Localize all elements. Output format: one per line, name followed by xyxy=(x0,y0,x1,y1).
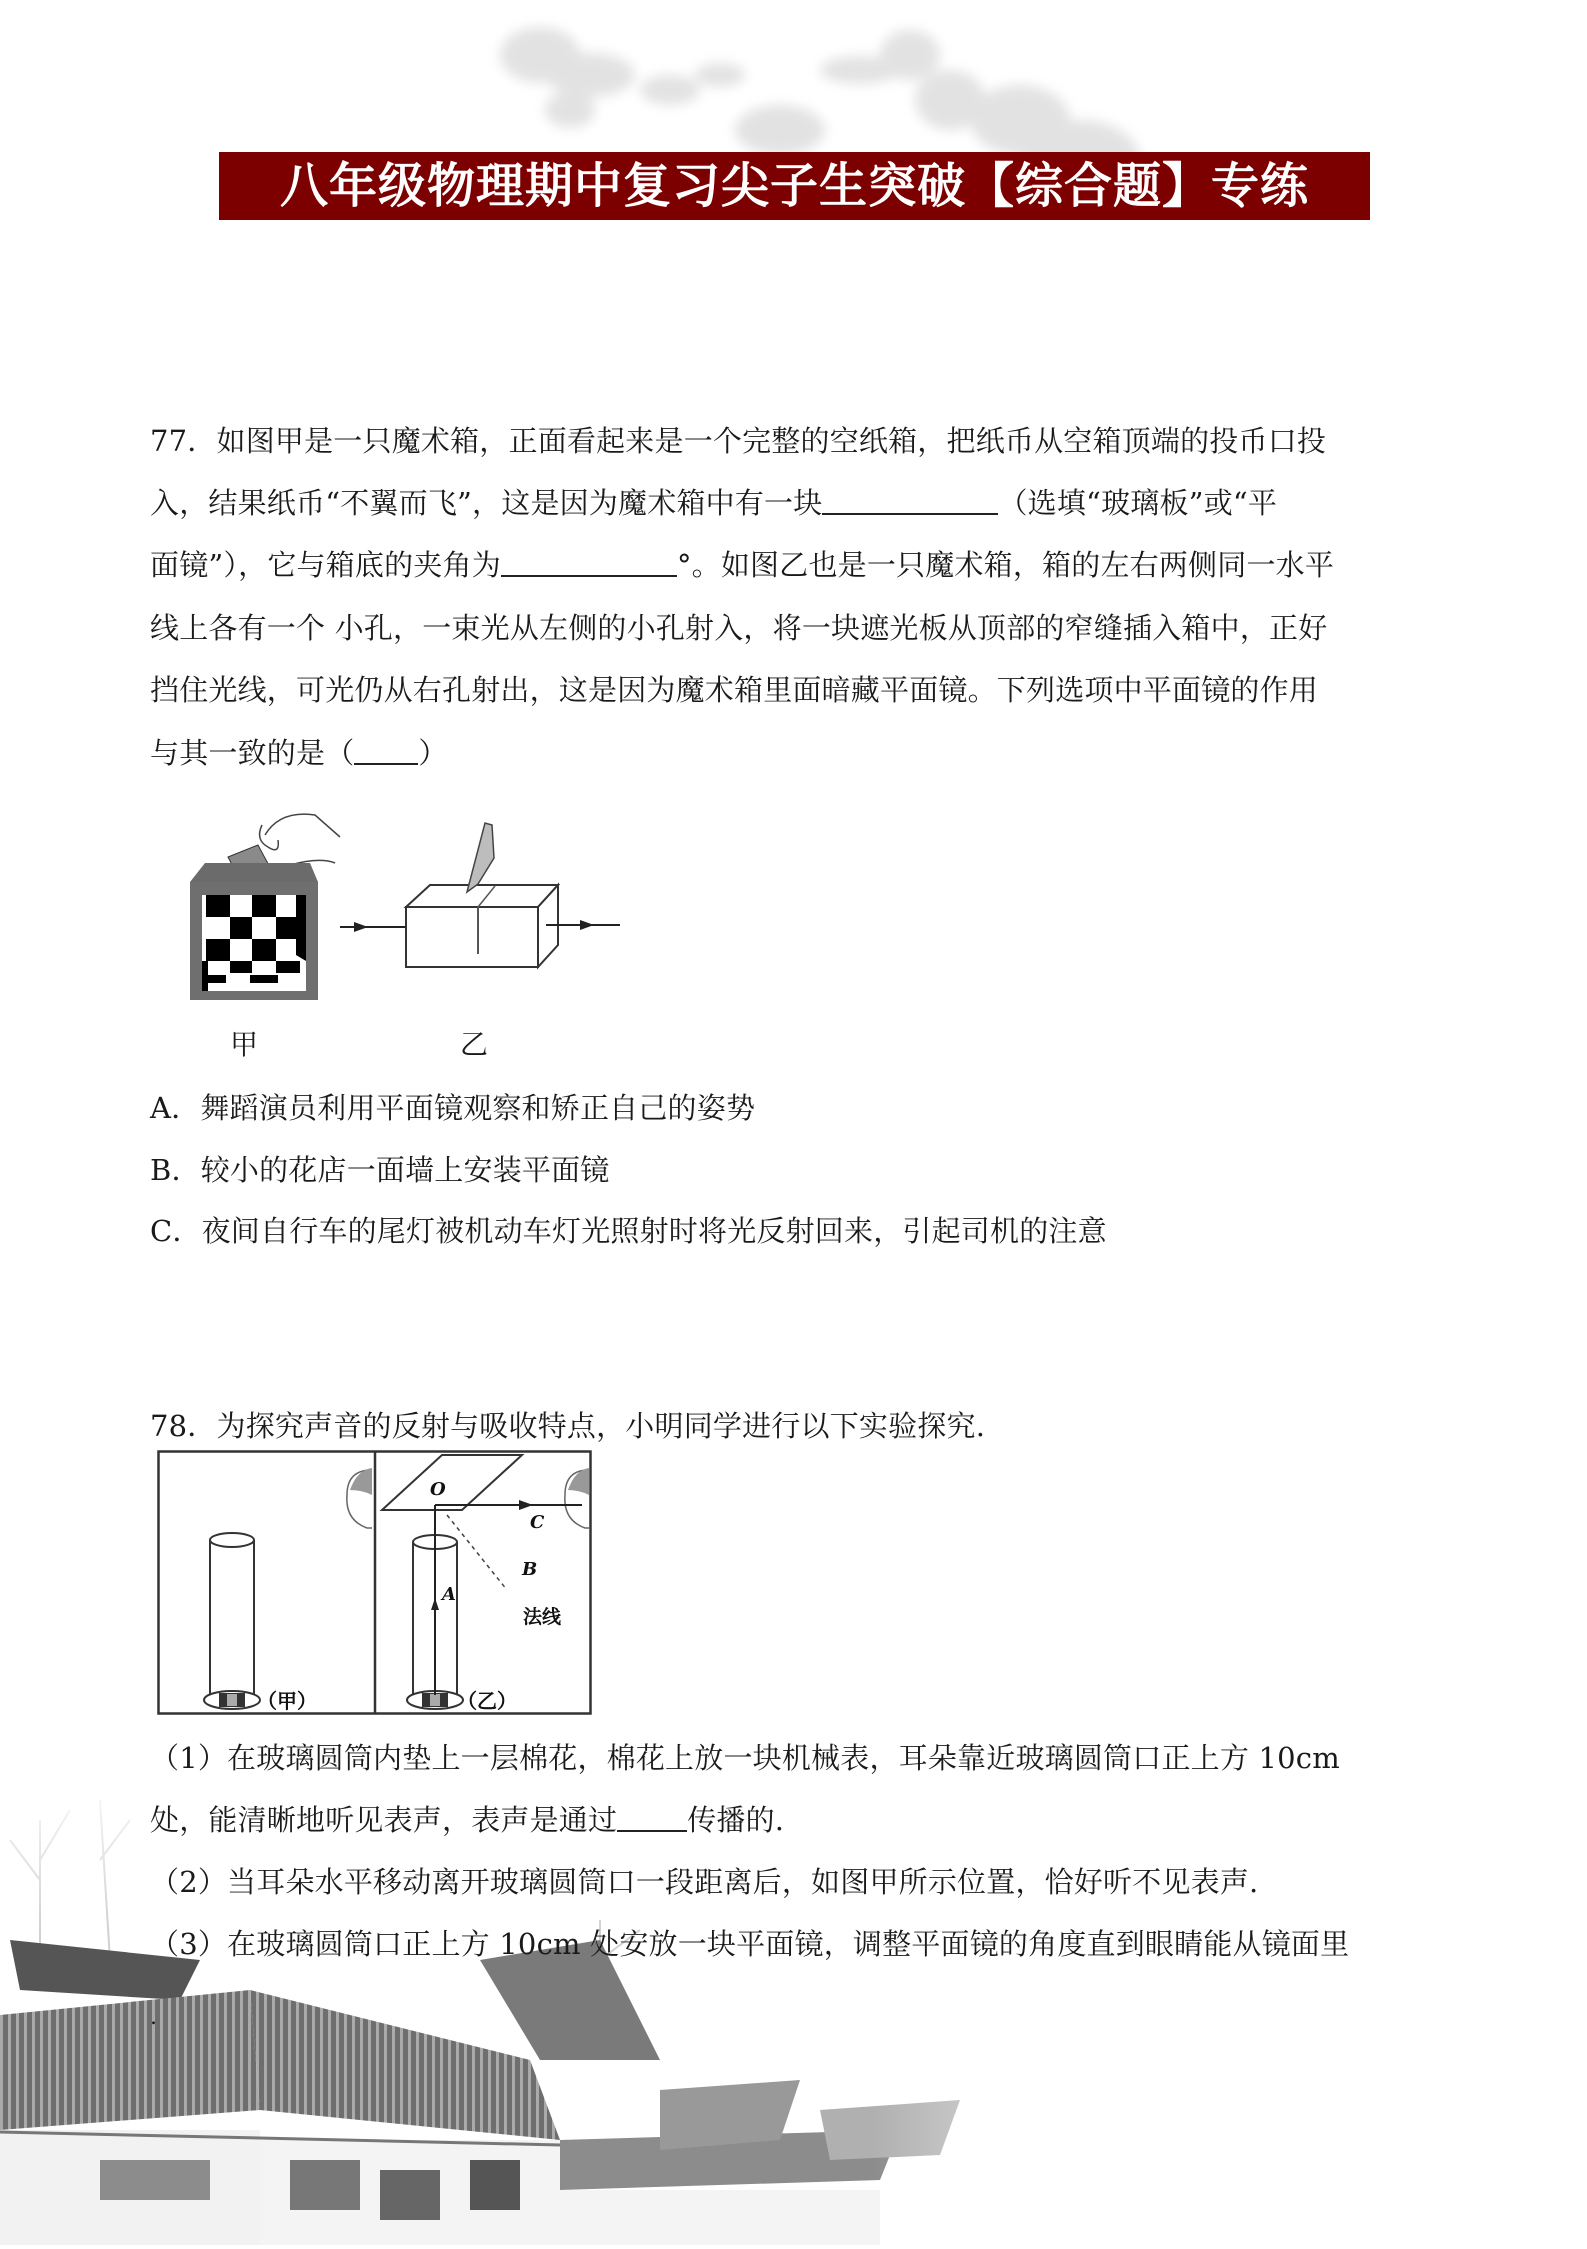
q78-intro: 78．为探究声音的反射与吸收特点，小明同学进行以下实验探究. xyxy=(150,1409,986,1443)
q77-line-5: 挡住光线，可光仍从右孔射出，这是因为魔术箱里面暗藏平面镜。下列选项中平面镜的作用 xyxy=(150,673,1319,707)
shield-plate xyxy=(467,823,494,892)
question-78 xyxy=(150,1390,1440,2090)
option-c[interactable]: C．夜间自行车的尾灯被机动车灯光照射时将光反射回来，引起司机的注意 xyxy=(150,1214,1107,1248)
question-77 xyxy=(150,400,1440,1340)
normal-label: 法线 xyxy=(523,1606,562,1628)
page-title-banner xyxy=(219,152,1370,220)
magic-box-yi xyxy=(406,885,558,967)
answer-blank-angle[interactable] xyxy=(501,549,677,577)
q78-part-1-line-2: 处，能清晰地听见表声，表声是通过 传播的. xyxy=(150,1803,785,1837)
q77-line-4: 线上各有一个 小孔，一束光从左侧的小孔射入，将一块遮光板从顶部的窄缝插入箱中，正好 xyxy=(150,611,1328,645)
figure-label-yi-78: （乙） xyxy=(457,1689,517,1713)
figure-label-jia-78: （甲） xyxy=(257,1689,317,1713)
q77-line-3: 面镜”），它与箱底的夹角为 °。如图乙也是一只魔术箱，箱的左右两侧同一水平 xyxy=(150,548,1335,582)
q77-line-2: 入，结果纸币“不翼而飞”，这是因为魔术箱中有一块 （选填“玻璃板”或“平 xyxy=(150,486,1278,520)
point-a-label: A xyxy=(442,1584,456,1605)
answer-blank-choice[interactable] xyxy=(354,737,418,765)
option-a[interactable]: A．舞蹈演员利用平面镜观察和矫正自己的姿势 xyxy=(150,1091,756,1125)
page-title: 八年级物理期中复习尖子生突破【综合题】专练 xyxy=(279,158,1309,214)
q78-part-3: （3）在玻璃圆筒口正上方 10cm 处安放一块平面镜，调整平面镜的角度直到眼睛能从镜面里 xyxy=(150,1927,1350,1961)
figure-label-jia: 甲 xyxy=(230,1028,259,1061)
q78-part-2: （2）当耳朵水平移动离开玻璃圆筒口一段距离后，如图甲所示位置，恰好听不见表声. xyxy=(150,1865,1259,1899)
q78-trailing-period: . xyxy=(150,2005,158,2030)
answer-blank-material[interactable] xyxy=(822,487,998,515)
answer-blank-medium[interactable] xyxy=(617,1804,687,1832)
option-b[interactable]: B．较小的花店一面墙上安装平面镜 xyxy=(150,1153,610,1187)
q78-part-1-line-1: （1）在玻璃圆筒内垫上一层棉花，棉花上放一块机械表，耳朵靠近玻璃圆筒口正上方 10cm xyxy=(150,1741,1340,1775)
sound-reflection-figure xyxy=(157,1450,597,1722)
hand-icon xyxy=(260,814,340,865)
figure-label-yi: 乙 xyxy=(460,1028,489,1061)
q77-line-6: 与其一致的是（ ） xyxy=(150,736,448,770)
point-o-label: O xyxy=(430,1479,446,1500)
point-c-label: C xyxy=(530,1512,545,1533)
magic-box-figure xyxy=(150,785,630,1075)
q77-line-1: 77．如图甲是一只魔术箱，正面看起来是一个完整的空纸箱，把纸币从空箱顶端的投币口投 xyxy=(150,424,1327,458)
point-b-label: B xyxy=(522,1559,538,1580)
